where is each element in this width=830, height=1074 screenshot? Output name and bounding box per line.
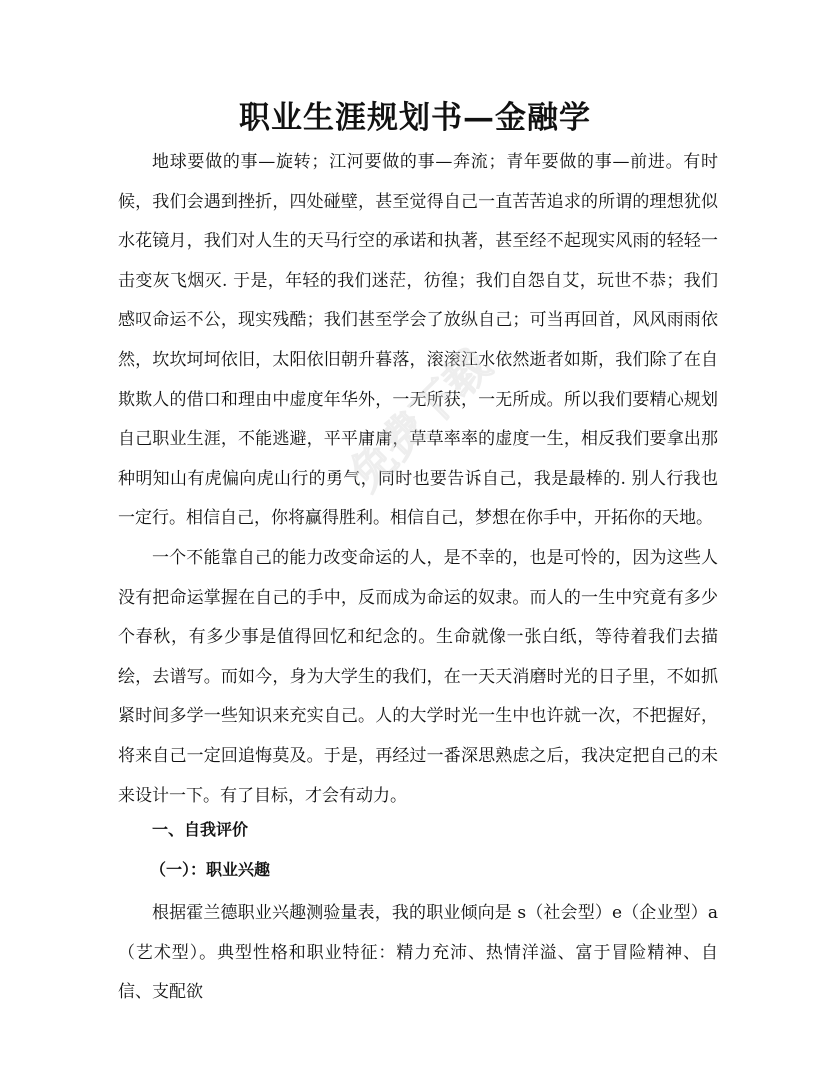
- motivation-paragraph: 一个不能靠自己的能力改变命运的人，是不幸的，也是可怜的，因为这些人没有把命运掌握在自己的手中，反而成为命运的奴隶。而人的一生中究竟有多少个春秋，有多少事是值得回忆和纪念的。生命就像一张白纸，等待着我们去描绘，去谱写。而如今，身为大学生的我们，在一天天消磨时光的日子里，不如抓紧时间多学一些知识来充实自己。人的大学时光一生中也许就一次，不把握好，将来自己一定回追悔莫及。于是，再经过一番深思熟虑之后，我决定把自己的未来设计一下。有了目标，才会有动力。: [118, 548, 718, 806]
- document-title: 职业生涯规划书—金融学: [239, 100, 591, 136]
- watermark-text: 免费下载: [340, 340, 501, 501]
- section-heading-self-evaluation: 一、自我评价: [152, 820, 249, 839]
- subsection-heading-career-interest: （一）：职业兴趣: [150, 860, 271, 879]
- intro-paragraph: 地球要做的事—旋转；江河要做的事—奔流；青年要做的事—前进。有时候，我们会遇到挫折，四处碰壁，甚至觉得自己一直苦苦追求的所谓的理想犹似水花镜月，我们对人生的天马行空的承诺和执著，甚至经不起现实风雨的轻轻一击变灰飞烟灭. 于是，年轻的我们迷茫，彷徨；我们自怨自艾，玩世不恭；我们感叹命运不公，现实残酷；我们甚至学会了放纵自己；可当再回首，风风雨雨依然，坎坎坷坷依旧，太阳依旧朝升暮落，滚滚江水依然逝者如斯，我们除了在自欺欺人的借口和理由中虚度年华外，一无所获，一无所成。所以我们要精心规划自己职业生涯，不能逃避，平平庸庸，草草率率的虚度一生，相反我们要拿出那种明知山有虎偏向虎山行的勇气，同时也要告诉自己，我是最棒的. 别人行我也一定行。相信自己，你将赢得胜利。相信自己，梦想在你手中，开拓你的天地。: [118, 152, 718, 529]
- career-interest-paragraph: 根据霍兰德职业兴趣测验量表，我的职业倾向是 s（社会型）e（企业型）a（艺术型）。典型性格和职业特征：精力充沛、热情洋溢、富于冒险精神、自信、支配欲: [118, 903, 718, 1003]
